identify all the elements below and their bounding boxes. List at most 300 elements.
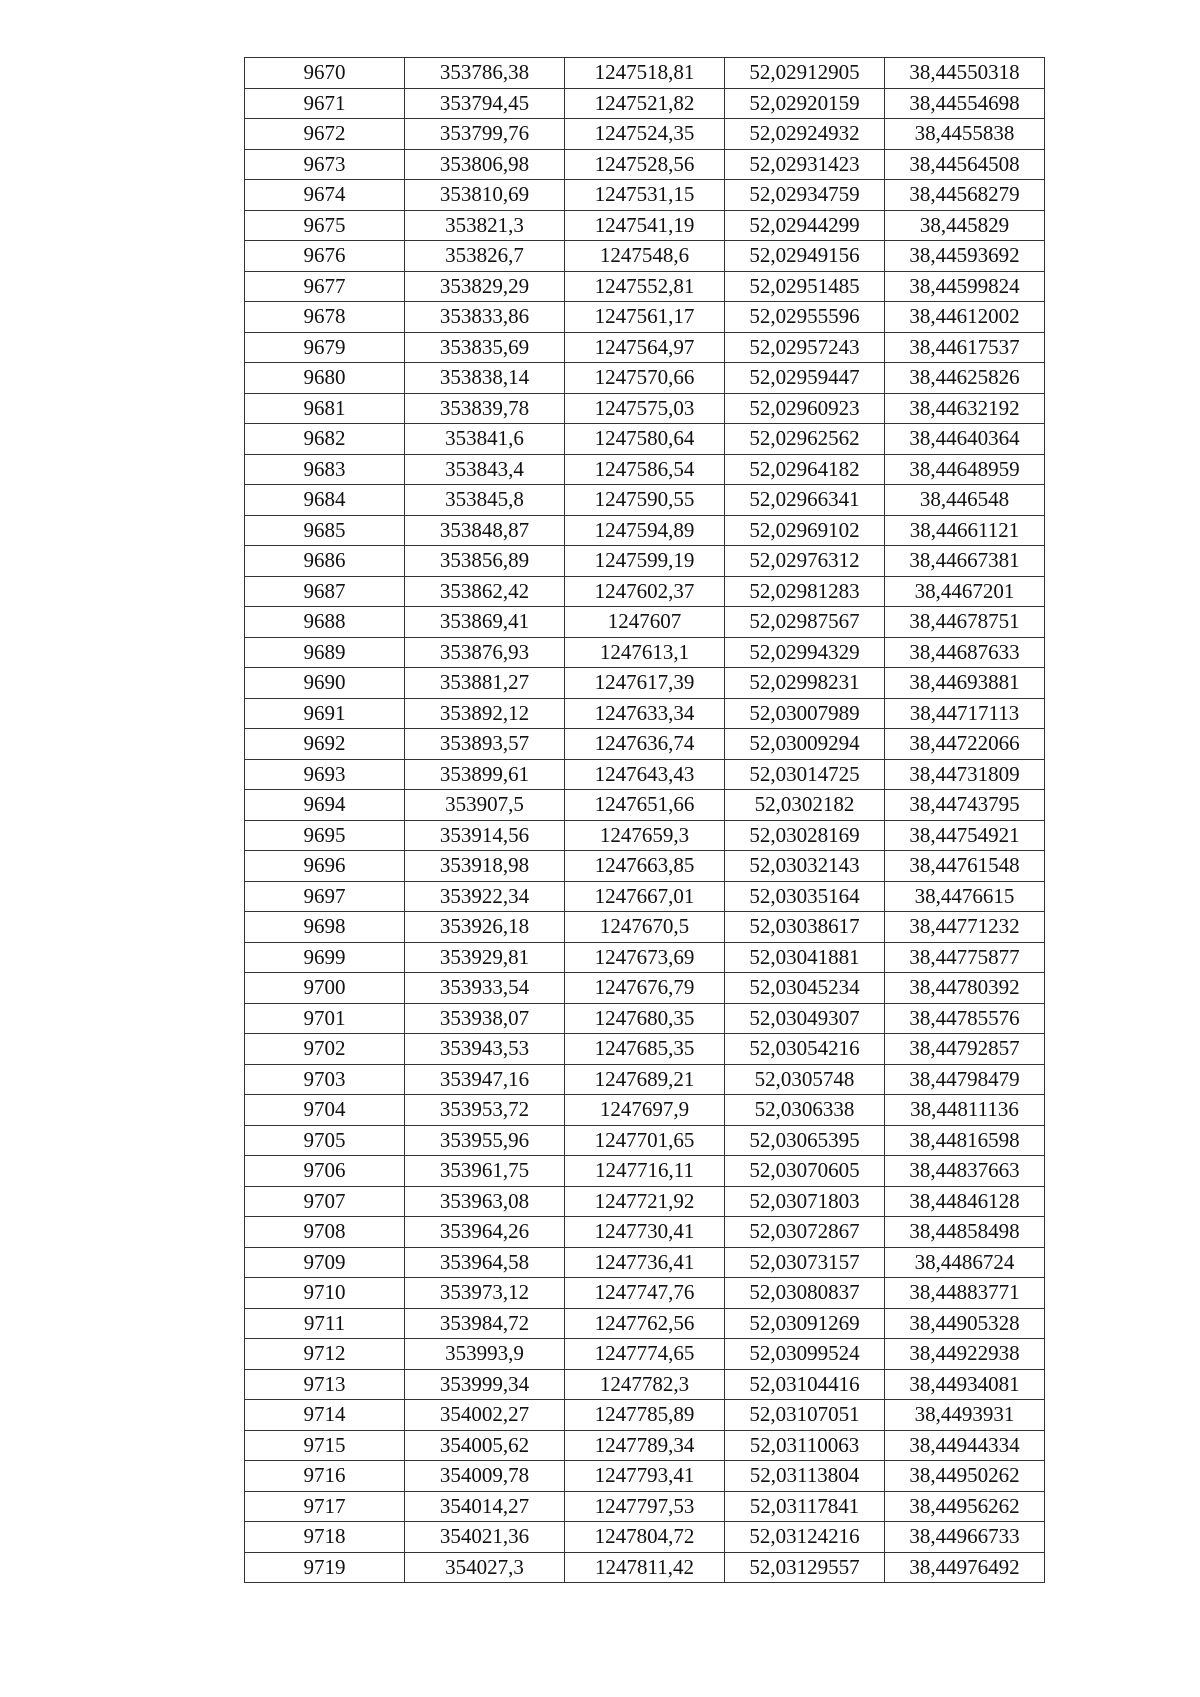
x-coordinate-cell: 353848,87 — [405, 515, 565, 546]
latitude-cell: 52,03045234 — [725, 973, 885, 1004]
latitude-cell: 52,02957243 — [725, 332, 885, 363]
longitude-cell: 38,44905328 — [885, 1308, 1045, 1339]
y-coordinate-cell: 1247793,41 — [565, 1461, 725, 1492]
latitude-cell: 52,03073157 — [725, 1247, 885, 1278]
y-coordinate-cell: 1247524,35 — [565, 119, 725, 150]
longitude-cell: 38,44693881 — [885, 668, 1045, 699]
point-number-cell: 9673 — [245, 149, 405, 180]
y-coordinate-cell: 1247570,66 — [565, 363, 725, 394]
x-coordinate-cell: 353922,34 — [405, 881, 565, 912]
longitude-cell: 38,44785576 — [885, 1003, 1045, 1034]
y-coordinate-cell: 1247673,69 — [565, 942, 725, 973]
table-row — [245, 851, 1045, 882]
point-number-cell: 9702 — [245, 1034, 405, 1065]
y-coordinate-cell: 1247701,65 — [565, 1125, 725, 1156]
point-number-cell: 9710 — [245, 1278, 405, 1309]
longitude-cell: 38,44678751 — [885, 607, 1045, 638]
point-number-cell: 9693 — [245, 759, 405, 790]
longitude-cell: 38,44554698 — [885, 88, 1045, 119]
point-number-cell: 9679 — [245, 332, 405, 363]
x-coordinate-cell: 354002,27 — [405, 1400, 565, 1431]
point-number-cell: 9699 — [245, 942, 405, 973]
latitude-cell: 52,02944299 — [725, 210, 885, 241]
point-number-cell: 9700 — [245, 973, 405, 1004]
x-coordinate-cell: 353953,72 — [405, 1095, 565, 1126]
x-coordinate-cell: 354014,27 — [405, 1491, 565, 1522]
y-coordinate-cell: 1247785,89 — [565, 1400, 725, 1431]
y-coordinate-cell: 1247689,21 — [565, 1064, 725, 1095]
longitude-cell: 38,44568279 — [885, 180, 1045, 211]
longitude-cell: 38,4467201 — [885, 576, 1045, 607]
latitude-cell: 52,03129557 — [725, 1552, 885, 1583]
longitude-cell: 38,44667381 — [885, 546, 1045, 577]
coordinates-table-body — [245, 58, 1045, 1583]
y-coordinate-cell: 1247561,17 — [565, 302, 725, 333]
table-row — [245, 1217, 1045, 1248]
x-coordinate-cell: 353973,12 — [405, 1278, 565, 1309]
table-row — [245, 1247, 1045, 1278]
table-row — [245, 363, 1045, 394]
point-number-cell: 9681 — [245, 393, 405, 424]
point-number-cell: 9686 — [245, 546, 405, 577]
x-coordinate-cell: 353843,4 — [405, 454, 565, 485]
longitude-cell: 38,4476615 — [885, 881, 1045, 912]
point-number-cell: 9711 — [245, 1308, 405, 1339]
point-number-cell: 9713 — [245, 1369, 405, 1400]
latitude-cell: 52,03070605 — [725, 1156, 885, 1187]
longitude-cell: 38,4455838 — [885, 119, 1045, 150]
x-coordinate-cell: 353961,75 — [405, 1156, 565, 1187]
x-coordinate-cell: 353893,57 — [405, 729, 565, 760]
latitude-cell: 52,02960923 — [725, 393, 885, 424]
table-row — [245, 119, 1045, 150]
x-coordinate-cell: 353881,27 — [405, 668, 565, 699]
table-row — [245, 210, 1045, 241]
point-number-cell: 9719 — [245, 1552, 405, 1583]
latitude-cell: 52,03032143 — [725, 851, 885, 882]
x-coordinate-cell: 353964,26 — [405, 1217, 565, 1248]
point-number-cell: 9708 — [245, 1217, 405, 1248]
table-row — [245, 302, 1045, 333]
latitude-cell: 52,02912905 — [725, 58, 885, 89]
latitude-cell: 52,02931423 — [725, 149, 885, 180]
longitude-cell: 38,44775877 — [885, 942, 1045, 973]
point-number-cell: 9671 — [245, 88, 405, 119]
longitude-cell: 38,44883771 — [885, 1278, 1045, 1309]
latitude-cell: 52,02955596 — [725, 302, 885, 333]
y-coordinate-cell: 1247789,34 — [565, 1430, 725, 1461]
longitude-cell: 38,44593692 — [885, 241, 1045, 272]
x-coordinate-cell: 353821,3 — [405, 210, 565, 241]
point-number-cell: 9676 — [245, 241, 405, 272]
y-coordinate-cell: 1247782,3 — [565, 1369, 725, 1400]
x-coordinate-cell: 353999,34 — [405, 1369, 565, 1400]
table-row — [245, 759, 1045, 790]
x-coordinate-cell: 353810,69 — [405, 180, 565, 211]
y-coordinate-cell: 1247811,42 — [565, 1552, 725, 1583]
y-coordinate-cell: 1247685,35 — [565, 1034, 725, 1065]
latitude-cell: 52,03091269 — [725, 1308, 885, 1339]
latitude-cell: 52,03104416 — [725, 1369, 885, 1400]
table-row — [245, 241, 1045, 272]
point-number-cell: 9675 — [245, 210, 405, 241]
table-row — [245, 1400, 1045, 1431]
longitude-cell: 38,44976492 — [885, 1552, 1045, 1583]
table-row — [245, 58, 1045, 89]
longitude-cell: 38,44743795 — [885, 790, 1045, 821]
latitude-cell: 52,02976312 — [725, 546, 885, 577]
y-coordinate-cell: 1247676,79 — [565, 973, 725, 1004]
latitude-cell: 52,03009294 — [725, 729, 885, 760]
y-coordinate-cell: 1247774,65 — [565, 1339, 725, 1370]
point-number-cell: 9712 — [245, 1339, 405, 1370]
x-coordinate-cell: 354021,36 — [405, 1522, 565, 1553]
latitude-cell: 52,03124216 — [725, 1522, 885, 1553]
table-row — [245, 485, 1045, 516]
longitude-cell: 38,44599824 — [885, 271, 1045, 302]
point-number-cell: 9718 — [245, 1522, 405, 1553]
point-number-cell: 9670 — [245, 58, 405, 89]
x-coordinate-cell: 353829,29 — [405, 271, 565, 302]
y-coordinate-cell: 1247636,74 — [565, 729, 725, 760]
y-coordinate-cell: 1247531,15 — [565, 180, 725, 211]
table-row — [245, 332, 1045, 363]
latitude-cell: 52,03035164 — [725, 881, 885, 912]
x-coordinate-cell: 353799,76 — [405, 119, 565, 150]
y-coordinate-cell: 1247590,55 — [565, 485, 725, 516]
latitude-cell: 52,02981283 — [725, 576, 885, 607]
table-row — [245, 454, 1045, 485]
longitude-cell: 38,446548 — [885, 485, 1045, 516]
x-coordinate-cell: 353955,96 — [405, 1125, 565, 1156]
point-number-cell: 9695 — [245, 820, 405, 851]
y-coordinate-cell: 1247521,82 — [565, 88, 725, 119]
table-row — [245, 607, 1045, 638]
y-coordinate-cell: 1247697,9 — [565, 1095, 725, 1126]
table-row — [245, 729, 1045, 760]
latitude-cell: 52,02924932 — [725, 119, 885, 150]
longitude-cell: 38,44966733 — [885, 1522, 1045, 1553]
latitude-cell: 52,03117841 — [725, 1491, 885, 1522]
y-coordinate-cell: 1247651,66 — [565, 790, 725, 821]
y-coordinate-cell: 1247643,43 — [565, 759, 725, 790]
point-number-cell: 9703 — [245, 1064, 405, 1095]
point-number-cell: 9709 — [245, 1247, 405, 1278]
longitude-cell: 38,44625826 — [885, 363, 1045, 394]
table-row — [245, 1095, 1045, 1126]
y-coordinate-cell: 1247617,39 — [565, 668, 725, 699]
latitude-cell: 52,03080837 — [725, 1278, 885, 1309]
table-row — [245, 1278, 1045, 1309]
point-number-cell: 9714 — [245, 1400, 405, 1431]
table-row — [245, 1522, 1045, 1553]
point-number-cell: 9707 — [245, 1186, 405, 1217]
point-number-cell: 9692 — [245, 729, 405, 760]
longitude-cell: 38,44687633 — [885, 637, 1045, 668]
x-coordinate-cell: 353918,98 — [405, 851, 565, 882]
table-row — [245, 637, 1045, 668]
longitude-cell: 38,44811136 — [885, 1095, 1045, 1126]
latitude-cell: 52,02920159 — [725, 88, 885, 119]
longitude-cell: 38,44934081 — [885, 1369, 1045, 1400]
point-number-cell: 9716 — [245, 1461, 405, 1492]
table-row — [245, 1186, 1045, 1217]
longitude-cell: 38,44771232 — [885, 912, 1045, 943]
table-row — [245, 668, 1045, 699]
table-row — [245, 912, 1045, 943]
table-row — [245, 1125, 1045, 1156]
y-coordinate-cell: 1247548,6 — [565, 241, 725, 272]
x-coordinate-cell: 354027,3 — [405, 1552, 565, 1583]
x-coordinate-cell: 353926,18 — [405, 912, 565, 943]
table-row — [245, 973, 1045, 1004]
table-row — [245, 1064, 1045, 1095]
x-coordinate-cell: 353826,7 — [405, 241, 565, 272]
x-coordinate-cell: 354005,62 — [405, 1430, 565, 1461]
longitude-cell: 38,44648959 — [885, 454, 1045, 485]
latitude-cell: 52,03054216 — [725, 1034, 885, 1065]
point-number-cell: 9674 — [245, 180, 405, 211]
point-number-cell: 9680 — [245, 363, 405, 394]
point-number-cell: 9678 — [245, 302, 405, 333]
latitude-cell: 52,02998231 — [725, 668, 885, 699]
x-coordinate-cell: 353947,16 — [405, 1064, 565, 1095]
y-coordinate-cell: 1247804,72 — [565, 1522, 725, 1553]
point-number-cell: 9705 — [245, 1125, 405, 1156]
table-row — [245, 180, 1045, 211]
x-coordinate-cell: 353845,8 — [405, 485, 565, 516]
point-number-cell: 9696 — [245, 851, 405, 882]
y-coordinate-cell: 1247736,41 — [565, 1247, 725, 1278]
y-coordinate-cell: 1247680,35 — [565, 1003, 725, 1034]
table-row — [245, 576, 1045, 607]
table-row — [245, 1003, 1045, 1034]
point-number-cell: 9683 — [245, 454, 405, 485]
table-row — [245, 149, 1045, 180]
x-coordinate-cell: 353833,86 — [405, 302, 565, 333]
longitude-cell: 38,44722066 — [885, 729, 1045, 760]
table-row — [245, 1369, 1045, 1400]
table-row — [245, 88, 1045, 119]
table-row — [245, 1430, 1045, 1461]
longitude-cell: 38,44617537 — [885, 332, 1045, 363]
latitude-cell: 52,02962562 — [725, 424, 885, 455]
table-row — [245, 1034, 1045, 1065]
x-coordinate-cell: 353963,08 — [405, 1186, 565, 1217]
y-coordinate-cell: 1247797,53 — [565, 1491, 725, 1522]
longitude-cell: 38,44837663 — [885, 1156, 1045, 1187]
x-coordinate-cell: 353838,14 — [405, 363, 565, 394]
x-coordinate-cell: 353929,81 — [405, 942, 565, 973]
coordinates-table — [244, 57, 1045, 1583]
latitude-cell: 52,03041881 — [725, 942, 885, 973]
table-row — [245, 515, 1045, 546]
longitude-cell: 38,4486724 — [885, 1247, 1045, 1278]
x-coordinate-cell: 353835,69 — [405, 332, 565, 363]
longitude-cell: 38,44798479 — [885, 1064, 1045, 1095]
x-coordinate-cell: 353984,72 — [405, 1308, 565, 1339]
y-coordinate-cell: 1247552,81 — [565, 271, 725, 302]
longitude-cell: 38,44761548 — [885, 851, 1045, 882]
longitude-cell: 38,44950262 — [885, 1461, 1045, 1492]
y-coordinate-cell: 1247586,54 — [565, 454, 725, 485]
latitude-cell: 52,03014725 — [725, 759, 885, 790]
point-number-cell: 9688 — [245, 607, 405, 638]
longitude-cell: 38,44550318 — [885, 58, 1045, 89]
x-coordinate-cell: 353899,61 — [405, 759, 565, 790]
x-coordinate-cell: 353794,45 — [405, 88, 565, 119]
table-row — [245, 942, 1045, 973]
y-coordinate-cell: 1247564,97 — [565, 332, 725, 363]
table-row — [245, 1339, 1045, 1370]
x-coordinate-cell: 353856,89 — [405, 546, 565, 577]
y-coordinate-cell: 1247575,03 — [565, 393, 725, 424]
longitude-cell: 38,44792857 — [885, 1034, 1045, 1065]
x-coordinate-cell: 353786,38 — [405, 58, 565, 89]
longitude-cell: 38,4493931 — [885, 1400, 1045, 1431]
point-number-cell: 9690 — [245, 668, 405, 699]
y-coordinate-cell: 1247633,34 — [565, 698, 725, 729]
latitude-cell: 52,02987567 — [725, 607, 885, 638]
latitude-cell: 52,02964182 — [725, 454, 885, 485]
x-coordinate-cell: 353892,12 — [405, 698, 565, 729]
latitude-cell: 52,03071803 — [725, 1186, 885, 1217]
table-row — [245, 1308, 1045, 1339]
y-coordinate-cell: 1247659,3 — [565, 820, 725, 851]
point-number-cell: 9701 — [245, 1003, 405, 1034]
y-coordinate-cell: 1247594,89 — [565, 515, 725, 546]
y-coordinate-cell: 1247607 — [565, 607, 725, 638]
latitude-cell: 52,03038617 — [725, 912, 885, 943]
table-row — [245, 790, 1045, 821]
y-coordinate-cell: 1247541,19 — [565, 210, 725, 241]
longitude-cell: 38,44632192 — [885, 393, 1045, 424]
point-number-cell: 9715 — [245, 1430, 405, 1461]
table-row — [245, 271, 1045, 302]
latitude-cell: 52,03028169 — [725, 820, 885, 851]
longitude-cell: 38,44846128 — [885, 1186, 1045, 1217]
x-coordinate-cell: 353933,54 — [405, 973, 565, 1004]
point-number-cell: 9689 — [245, 637, 405, 668]
y-coordinate-cell: 1247670,5 — [565, 912, 725, 943]
y-coordinate-cell: 1247762,56 — [565, 1308, 725, 1339]
longitude-cell: 38,44612002 — [885, 302, 1045, 333]
y-coordinate-cell: 1247747,76 — [565, 1278, 725, 1309]
point-number-cell: 9677 — [245, 271, 405, 302]
x-coordinate-cell: 353964,58 — [405, 1247, 565, 1278]
latitude-cell: 52,03049307 — [725, 1003, 885, 1034]
x-coordinate-cell: 353841,6 — [405, 424, 565, 455]
y-coordinate-cell: 1247602,37 — [565, 576, 725, 607]
longitude-cell: 38,44717113 — [885, 698, 1045, 729]
table-row — [245, 820, 1045, 851]
y-coordinate-cell: 1247599,19 — [565, 546, 725, 577]
table-row — [245, 881, 1045, 912]
longitude-cell: 38,44816598 — [885, 1125, 1045, 1156]
point-number-cell: 9685 — [245, 515, 405, 546]
latitude-cell: 52,03107051 — [725, 1400, 885, 1431]
longitude-cell: 38,44564508 — [885, 149, 1045, 180]
latitude-cell: 52,02949156 — [725, 241, 885, 272]
x-coordinate-cell: 353993,9 — [405, 1339, 565, 1370]
longitude-cell: 38,44858498 — [885, 1217, 1045, 1248]
table-row — [245, 393, 1045, 424]
table-row — [245, 1491, 1045, 1522]
longitude-cell: 38,44731809 — [885, 759, 1045, 790]
point-number-cell: 9672 — [245, 119, 405, 150]
point-number-cell: 9698 — [245, 912, 405, 943]
point-number-cell: 9697 — [245, 881, 405, 912]
x-coordinate-cell: 353806,98 — [405, 149, 565, 180]
longitude-cell: 38,44661121 — [885, 515, 1045, 546]
longitude-cell: 38,44640364 — [885, 424, 1045, 455]
x-coordinate-cell: 353938,07 — [405, 1003, 565, 1034]
latitude-cell: 52,02951485 — [725, 271, 885, 302]
latitude-cell: 52,03072867 — [725, 1217, 885, 1248]
y-coordinate-cell: 1247528,56 — [565, 149, 725, 180]
latitude-cell: 52,03110063 — [725, 1430, 885, 1461]
point-number-cell: 9682 — [245, 424, 405, 455]
point-number-cell: 9684 — [245, 485, 405, 516]
latitude-cell: 52,02959447 — [725, 363, 885, 394]
table-row — [245, 1156, 1045, 1187]
y-coordinate-cell: 1247580,64 — [565, 424, 725, 455]
x-coordinate-cell: 353907,5 — [405, 790, 565, 821]
y-coordinate-cell: 1247613,1 — [565, 637, 725, 668]
longitude-cell: 38,44780392 — [885, 973, 1045, 1004]
latitude-cell: 52,0306338 — [725, 1095, 885, 1126]
point-number-cell: 9694 — [245, 790, 405, 821]
latitude-cell: 52,0305748 — [725, 1064, 885, 1095]
y-coordinate-cell: 1247721,92 — [565, 1186, 725, 1217]
point-number-cell: 9704 — [245, 1095, 405, 1126]
x-coordinate-cell: 353914,56 — [405, 820, 565, 851]
x-coordinate-cell: 353839,78 — [405, 393, 565, 424]
longitude-cell: 38,44922938 — [885, 1339, 1045, 1370]
y-coordinate-cell: 1247716,11 — [565, 1156, 725, 1187]
latitude-cell: 52,03113804 — [725, 1461, 885, 1492]
longitude-cell: 38,445829 — [885, 210, 1045, 241]
x-coordinate-cell: 353862,42 — [405, 576, 565, 607]
x-coordinate-cell: 353869,41 — [405, 607, 565, 638]
latitude-cell: 52,02934759 — [725, 180, 885, 211]
point-number-cell: 9687 — [245, 576, 405, 607]
y-coordinate-cell: 1247518,81 — [565, 58, 725, 89]
x-coordinate-cell: 354009,78 — [405, 1461, 565, 1492]
table-row — [245, 546, 1045, 577]
latitude-cell: 52,0302182 — [725, 790, 885, 821]
table-row — [245, 1461, 1045, 1492]
latitude-cell: 52,03007989 — [725, 698, 885, 729]
point-number-cell: 9706 — [245, 1156, 405, 1187]
latitude-cell: 52,03065395 — [725, 1125, 885, 1156]
latitude-cell: 52,03099524 — [725, 1339, 885, 1370]
x-coordinate-cell: 353943,53 — [405, 1034, 565, 1065]
y-coordinate-cell: 1247730,41 — [565, 1217, 725, 1248]
table-row — [245, 1552, 1045, 1583]
y-coordinate-cell: 1247667,01 — [565, 881, 725, 912]
longitude-cell: 38,44944334 — [885, 1430, 1045, 1461]
point-number-cell: 9717 — [245, 1491, 405, 1522]
x-coordinate-cell: 353876,93 — [405, 637, 565, 668]
table-row — [245, 698, 1045, 729]
table-row — [245, 424, 1045, 455]
latitude-cell: 52,02969102 — [725, 515, 885, 546]
latitude-cell: 52,02994329 — [725, 637, 885, 668]
y-coordinate-cell: 1247663,85 — [565, 851, 725, 882]
point-number-cell: 9691 — [245, 698, 405, 729]
longitude-cell: 38,44754921 — [885, 820, 1045, 851]
